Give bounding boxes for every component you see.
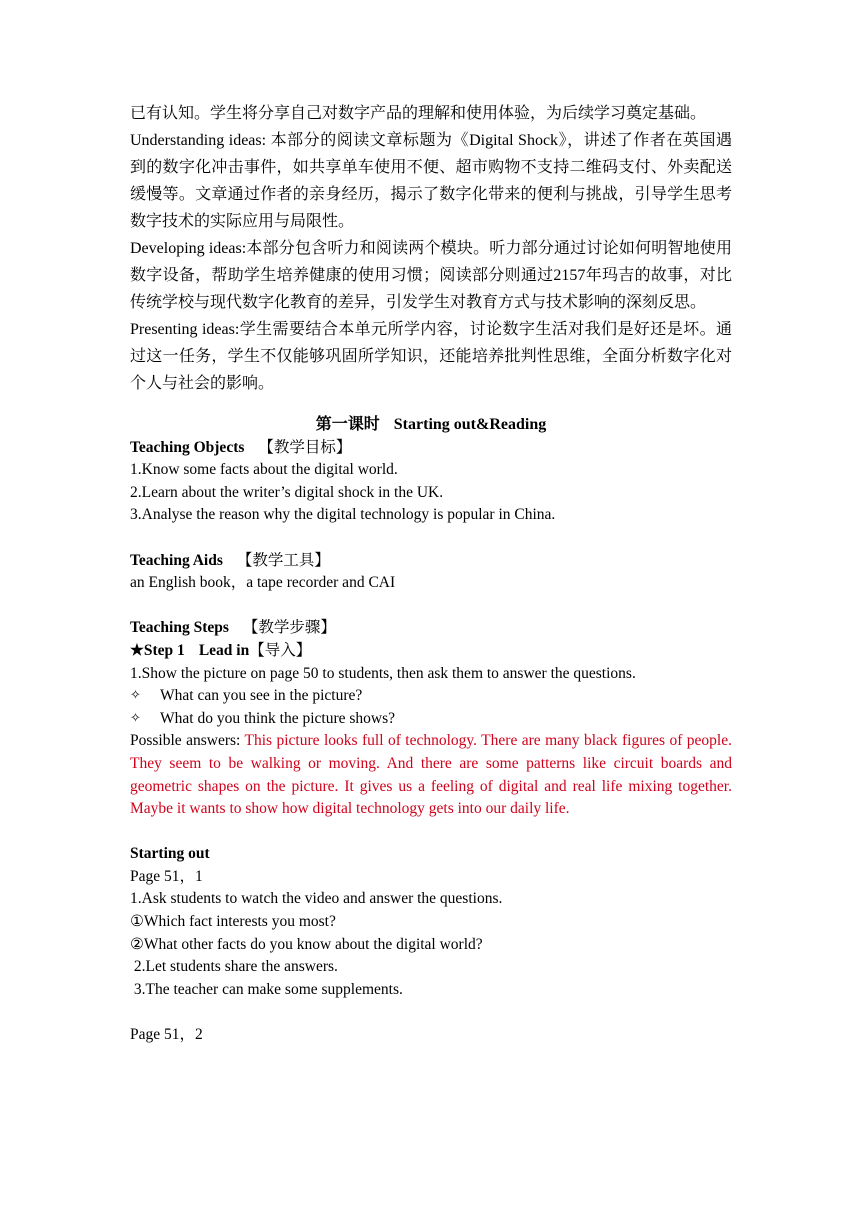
starting-out-section [130, 843, 732, 1046]
intro-paragraph: Developing ideas:本部分包含听力和阅读两个模块。听力部分通过讨论如何明智地使用数字设备，帮助学生培养健康的使用习惯；阅读部分则通过2157年玛吉的故事，对比传统学校与现代数字化教育的差异，引发学生对教育方式与技术影响的深刻反思。 [130, 240, 732, 311]
question-item: ✧ What do you think the picture shows? [130, 708, 732, 731]
unit-overview [130, 100, 732, 397]
aids-text: an English book，a tape recorder and CAI [130, 574, 396, 592]
activity-line: 3.The teacher can make some supplements. [130, 980, 403, 998]
aids-heading: Teaching Aids 【教学工具】 [130, 551, 330, 569]
lesson-title [130, 412, 732, 437]
answer-label: Possible answers: [130, 732, 245, 750]
steps-section [130, 617, 732, 820]
star-bullet-icon: ✧ [130, 688, 141, 704]
activity-line: 2.Let students share the answers. [130, 958, 338, 976]
step1-heading: ★Step 1 Lead in【导入】 [130, 641, 312, 659]
question-item: ✧ What can you see in the picture? [130, 685, 732, 708]
activity-line: 1.Ask students to watch the video and answer the questions. [130, 890, 503, 908]
intro-paragraph: Presenting ideas:学生需要结合本单元所学内容，讨论数字生活对我们是好还是坏。通过这一任务，学生不仅能够巩固所学知识，还能培养批判性思维，全面分析数字化对个人与社会的影响。 [130, 321, 732, 392]
page-reference: Page 51，1 [130, 867, 203, 885]
steps-heading: Teaching Steps 【教学步骤】 [130, 619, 336, 637]
objective-item: 2.Learn about the writer’s digital shock in the UK. [130, 483, 444, 501]
answer-text: This picture looks full of technology. There are many black figures of people. They seem to be walking or moving. And there are some patterns like circuit boards and geometric shapes on the picture. It gives us a feeling of digital and real life mixing together. Maybe it wants to show how digital technology gets into our daily life. [130, 732, 732, 818]
spacer [130, 595, 732, 618]
possible-answers [130, 730, 732, 820]
aids-section [130, 550, 732, 595]
intro-paragraph: Understanding ideas: 本部分的阅读文章标题为《Digital Shock》，讲述了作者在英国遇到的数字化冲击事件，如共享单车使用不便、超市购物不支持二维码支付、外卖配送缓慢等。文章通过作者的亲身经历，揭示了数字化带来的便利与挑战，引导学生思考数字技术的实际应用与局限性。 [130, 132, 732, 230]
spacer [130, 821, 732, 844]
objective-item: 1.Know some facts about the digital world. [130, 461, 398, 479]
spacer [130, 1001, 732, 1024]
objectives-section [130, 437, 732, 527]
intro-paragraph: 已有认知。学生将分享自己对数字产品的理解和使用体验，为后续学习奠定基础。 [130, 105, 707, 122]
starting-out-heading: Starting out [130, 845, 210, 863]
spacer [130, 527, 732, 550]
star-bullet-icon: ✧ [130, 710, 141, 726]
document-page [130, 100, 732, 1047]
activity-line: ①Which fact interests you most? [130, 913, 336, 931]
page-reference: Page 51，2 [130, 1026, 203, 1044]
step1-instruction: 1.Show the picture on page 50 to students, then ask them to answer the questions. [130, 664, 636, 682]
lesson-title-cn: 第一课时 [315, 415, 380, 433]
lesson-title-en: Starting out&Reading [393, 415, 547, 433]
objective-item: 3.Analyse the reason why the digital technology is popular in China. [130, 506, 556, 524]
objectives-heading: Teaching Objects 【教学目标】 [130, 438, 352, 456]
activity-line: ②What other facts do you know about the digital world? [130, 935, 483, 953]
